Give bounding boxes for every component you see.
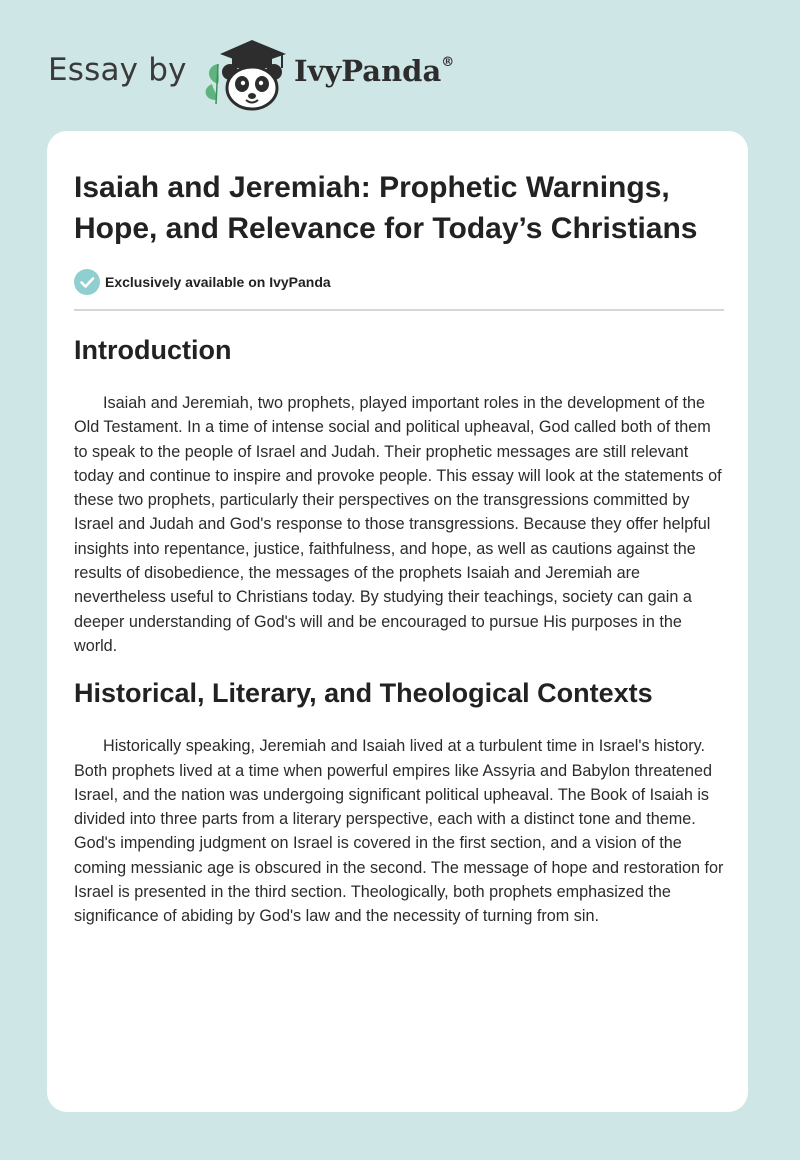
site-header	[48, 34, 508, 114]
essay-card	[47, 131, 748, 1112]
section-heading: Historical, Literary, and Theological Contexts	[74, 678, 653, 709]
section-paragraph: Historically speaking, Jeremiah and Isaiah lived at a turbulent time in Israel's history. Both prophets lived at a time when powerful empires like Assyria and Babylon threatened Israel, and the nation was undergoing significant political upheaval. The Book of Isaiah is divided into three parts from a literary perspective, each with a distinct tone and theme. God's impending judgment on Israel is covered in the first section, and a vision of the coming messianic age is obscured in the second. The message of hope and restoration for Israel is presented in the third section. Theologically, both prophets emphasized the significance of abiding by God's law and the necessity of turning from sin.	[74, 737, 724, 926]
section-contexts	[74, 676, 724, 928]
title-divider	[74, 309, 724, 311]
section-paragraph: Isaiah and Jeremiah, two prophets, played important roles in the development of the Old Testament. In a time of intense social and political upheaval, God called both of them to speak to the people of Israel and Judah. Their prophetic messages are still relevant today and continue to inspire and provoke people. This essay will look at the statements of these two prophets, particularly their perspectives on the transgressions committed by Israel and Judah and God's response to those transgressions. Because they offer helpful insights into repentance, justice, faithfulness, and hope, as well as cautions against the results of disobedience, the messages of the prophets Isaiah and Jeremiah are nevertheless useful to Christians today. By studying their teachings, society can gain a deeper understanding of God's will and be encouraged to pursue His purposes in the world.	[74, 394, 722, 655]
badge-text: Exclusively available on IvyPanda	[105, 274, 331, 290]
checkmark-circle-icon	[74, 269, 100, 295]
registered-mark: ®	[441, 55, 455, 71]
brand-name[interactable]	[294, 54, 454, 88]
panda-logo-icon[interactable]	[202, 34, 290, 114]
brand-name-text: IvyPanda	[294, 54, 442, 88]
brand-prefix: Essay by	[48, 52, 187, 88]
section-introduction	[74, 333, 724, 658]
essay-title: Isaiah and Jeremiah: Prophetic Warnings, Hope, and Relevance for Today’s Christians	[74, 171, 698, 245]
section-heading: Introduction	[74, 335, 232, 365]
exclusive-badge	[74, 269, 724, 295]
essay-content	[74, 167, 724, 929]
